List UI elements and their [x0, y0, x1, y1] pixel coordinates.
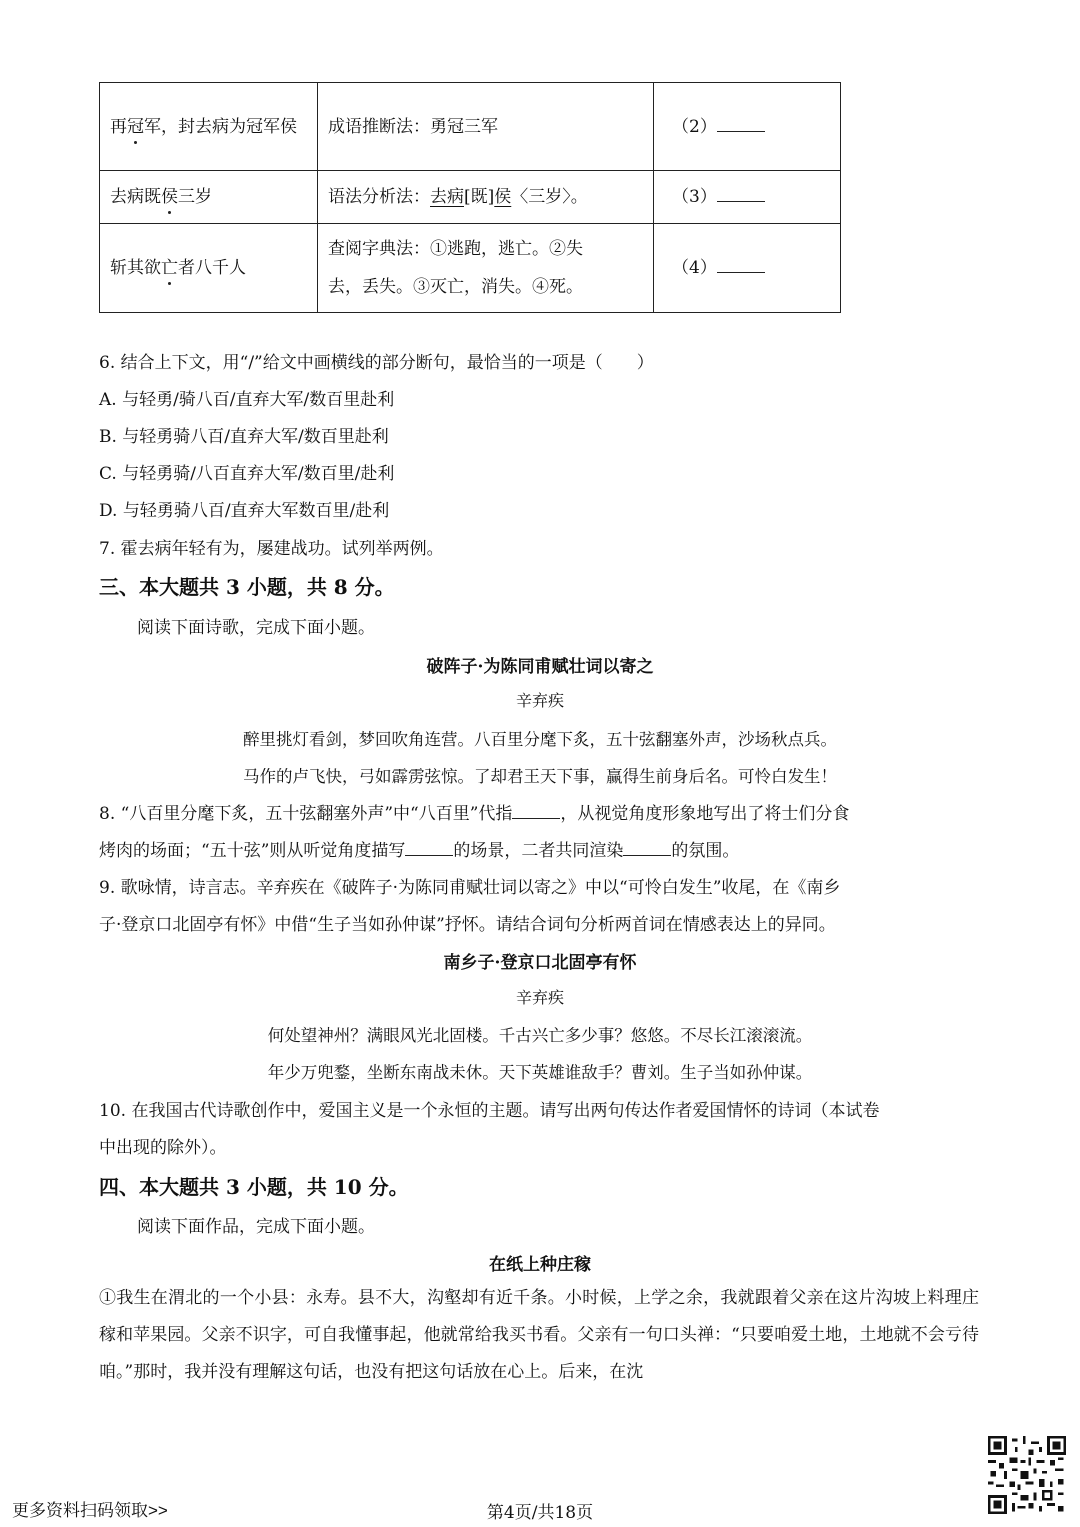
table-row	[100, 83, 841, 171]
adverbial-bracket: [既]	[464, 187, 495, 207]
q8-blank-1[interactable]	[512, 802, 560, 819]
poem1-author: 辛弃疾	[515, 691, 564, 710]
q8-line1	[99, 799, 849, 824]
q8-text: 的氛围。	[671, 841, 740, 861]
article-paragraph-1: ①我生在渭北的一个小县：永寿。县不大，沟壑却有近千条。小时候，上学之余，我就跟着父亲在这片沟坡上料理庄稼和苹果园。父亲不识字，可自我懂事起，他就常给我买书看。父亲有一句口头禅：“只要咱爱土地，土地就不会亏待咱。”那时，我并没有理解这句话，也没有把这句话放在心上。后来，在沈	[99, 1288, 979, 1382]
section3-heading: 三、本大题共 3 小题，共 8 分。	[99, 575, 395, 599]
q8-text: ，从视觉角度形象地写出了将士们分食	[560, 804, 850, 824]
dotted-char: 侯	[161, 178, 178, 216]
dotted-char: 冠	[127, 108, 144, 146]
q10-line2: 中出现的除外）。	[99, 1138, 227, 1158]
method-cell	[318, 83, 654, 171]
table-row	[100, 224, 841, 313]
word-text: 去病既	[110, 187, 161, 207]
subject-underline: 去病	[430, 187, 464, 207]
poem2-line: 年少万兜鍪，坐断东南战未休。天下英雄谁敌手？曹刘。生子当如孙仲谋。	[267, 1063, 813, 1082]
qr-code-icon[interactable]	[988, 1436, 1066, 1514]
q6-option-a[interactable]: A. 与轻勇/骑八百/直弃大军/数百里赴利	[99, 390, 395, 410]
poem1-line: 马作的卢飞快，弓如霹雳弦惊。了却君王天下事，赢得生前身后名。可怜白发生！	[243, 767, 837, 786]
q6-option-d[interactable]: D. 与轻勇骑八百/直弃大军数百里/赴利	[99, 501, 390, 521]
poem1-line: 醉里挑灯看剑，梦回吹角连营。八百里分麾下炙，五十弦翻塞外声，沙场秋点兵。	[243, 730, 837, 749]
word-text: 军，封去病为冠军侯	[144, 116, 297, 137]
word-cell	[100, 171, 318, 224]
answer-label: （3）	[672, 187, 717, 207]
q7-stem: 7. 霍去病年轻有为，屡建战功。试列举两例。	[99, 539, 444, 559]
answer-blank[interactable]	[717, 256, 765, 273]
section3-intro: 阅读下面诗歌，完成下面小题。	[137, 618, 375, 638]
answer-cell[interactable]	[654, 224, 841, 313]
method-cell	[318, 224, 654, 313]
method-text: 语法分析法：	[328, 187, 430, 207]
page-number: 第4页/共18页	[486, 1503, 594, 1523]
q10-line1: 10. 在我国古代诗歌创作中，爱国主义是一个永恒的主题。请写出两句传达作者爱国情怀的诗词（本试卷	[99, 1101, 880, 1121]
q8-text: 8. “八百里分麾下炙，五十弦翻塞外声”中“八百里”代指	[99, 804, 513, 824]
word-text: 三岁	[178, 187, 212, 207]
section4-intro: 阅读下面作品，完成下面小题。	[137, 1217, 375, 1237]
q8-blank-3[interactable]	[623, 839, 671, 856]
answer-label: （2）	[672, 116, 717, 137]
vocab-method-table	[99, 82, 841, 313]
poem1-title: 破阵子·为陈同甫赋壮词以寄之	[426, 657, 654, 677]
footer-promo-link[interactable]: 更多资料扫码领取>>	[12, 1501, 168, 1520]
q6-option-b[interactable]: B. 与轻勇骑八百/直弃大军/数百里赴利	[99, 427, 389, 447]
table-row	[100, 171, 841, 224]
answer-blank[interactable]	[717, 115, 765, 132]
answer-label: （4）	[672, 258, 717, 278]
poem2-line: 何处望神州？满眼风光北固楼。千古兴亡多少事？悠悠。不尽长江滚滚流。	[267, 1026, 813, 1045]
word-text: 再	[110, 116, 127, 137]
article-title: 在纸上种庄稼	[489, 1255, 591, 1275]
q6-option-c[interactable]: C. 与轻勇骑/八百直弃大军/数百里/赴利	[99, 464, 395, 484]
word-text: 斩其欲	[110, 258, 161, 278]
poem2-author: 辛弃疾	[515, 988, 564, 1007]
section4-heading: 四、本大题共 3 小题，共 10 分。	[99, 1175, 409, 1199]
q9-line2: 子·登京口北固亭有怀》中借“生子当如孙仲谋”抒怀。请结合词句分析两首词在情感表达上的异同。	[99, 915, 836, 935]
word-cell	[100, 83, 318, 171]
method-text: 查阅字典法：①逃跑，逃亡。②失	[328, 239, 583, 259]
q8-text: 的场景，二者共同渲染	[453, 841, 624, 861]
q6-stem: 6. 结合上下文，用“/”给文中画横线的部分断句，最恰当的一项是（ ）	[99, 353, 654, 373]
method-cell	[318, 171, 654, 224]
q8-blank-2[interactable]	[405, 839, 453, 856]
answer-cell[interactable]	[654, 171, 841, 224]
poem2-title: 南乡子·登京口北固亭有怀	[443, 953, 637, 973]
answer-cell[interactable]	[654, 83, 841, 171]
dotted-char: 亡	[161, 249, 178, 287]
q8-text: 烤肉的场面；“五十弦”则从听觉角度描写	[99, 841, 406, 861]
answer-blank[interactable]	[717, 185, 765, 202]
word-cell	[100, 224, 318, 313]
word-text: 者八千人	[178, 258, 246, 278]
predicate-underline: 侯	[494, 187, 512, 207]
method-text: 去，丢失。③灭亡，消失。④死。	[328, 277, 583, 297]
q9-line1: 9. 歌咏情，诗言志。辛弃疾在《破阵子·为陈同甫赋壮词以寄之》中以“可怜白发生”收尾，在《南乡	[99, 878, 841, 898]
complement-bracket: 〈三岁〉。	[511, 187, 588, 207]
method-text: 成语推断法：勇冠三军	[328, 116, 498, 137]
q8-line2	[99, 836, 739, 861]
